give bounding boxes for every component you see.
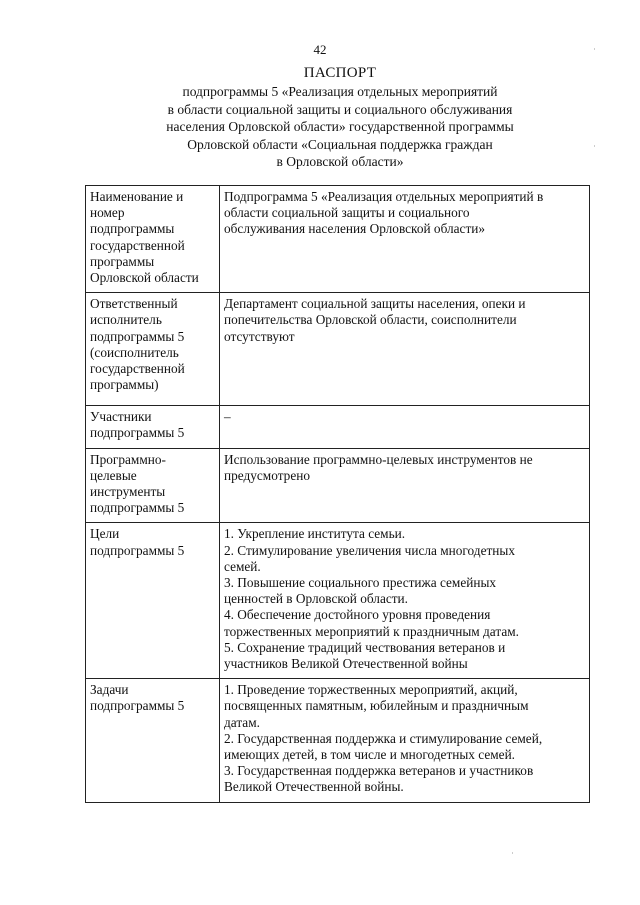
table-row — [86, 679, 590, 802]
scan-speck: ˙ — [592, 145, 597, 156]
row-value: 1. Проведение торжественных мероприятий, акций, посвященных памятным, юбилейным и праздничным датам. 2. Государственная поддержка и стимулирование семей, имеющих детей, в том числе и многодетных семей. 3. Государственная поддержка ветеранов и участников Великой Отечественной войны. — [224, 682, 543, 795]
title-block — [100, 64, 580, 171]
row-label: Программно- целевые инструменты подпрограммы 5 — [90, 451, 185, 516]
row-label-cell — [86, 448, 220, 523]
row-value: Департамент социальной защиты населения, опеки и попечительства Орловской области, соисполнители отсутствуют — [224, 296, 526, 344]
row-label-cell — [86, 406, 220, 448]
row-label: Задачи подпрограммы 5 — [90, 682, 185, 714]
row-label-cell — [86, 523, 220, 679]
table-row — [86, 523, 590, 679]
row-value: – — [224, 409, 231, 425]
row-value: Использование программно-целевых инструментов не предусмотрено — [224, 451, 533, 483]
row-value-cell — [220, 523, 590, 679]
row-value-cell — [220, 448, 590, 523]
row-label: Ответственный исполнитель подпрограммы 5 (соисполнитель государственной программы) — [90, 296, 185, 393]
row-value: 1. Укрепление института семьи. 2. Стимулирование увеличения числа многодетных семей. 3. Повышение социального престижа семейных ценностей в Орловской области. 4. Обеспечение достойного уровня проведения торжественных мероприятий к праздничным датам. 5. Сохранение традиций чествования ветеранов и участников Великой Отечественной войны — [224, 526, 519, 672]
row-label: Участники подпрограммы 5 — [90, 409, 185, 441]
row-label: Наименование и номер подпрограммы государственной программы Орловской области — [90, 189, 199, 286]
document-subtitle: подпрограммы 5 «Реализация отдельных мероприятий в области социальной защиты и социального обслуживания населения Орловской области» государственной программы Орловской области «Социальная поддержка граждан в Орловской области» — [166, 84, 514, 170]
table-row — [86, 406, 590, 448]
row-value: Подпрограмма 5 «Реализация отдельных мероприятий в области социальной защиты и социального обслуживания населения Орловской области» — [224, 189, 544, 237]
row-value-cell — [220, 406, 590, 448]
row-value-cell — [220, 679, 590, 802]
passport-table — [85, 185, 590, 803]
table-row — [86, 293, 590, 406]
scan-speck: ˙ — [510, 852, 515, 863]
document-title: ПАСПОРТ — [303, 65, 377, 81]
row-label-cell — [86, 293, 220, 406]
table-row — [86, 186, 590, 293]
row-label: Цели подпрограммы 5 — [90, 526, 185, 558]
row-label-cell — [86, 679, 220, 802]
table-row — [86, 448, 590, 523]
row-value-cell — [220, 293, 590, 406]
page-number: 42 — [313, 42, 327, 57]
scan-speck: ˙ — [592, 48, 597, 59]
row-label-cell — [86, 186, 220, 293]
row-value-cell — [220, 186, 590, 293]
